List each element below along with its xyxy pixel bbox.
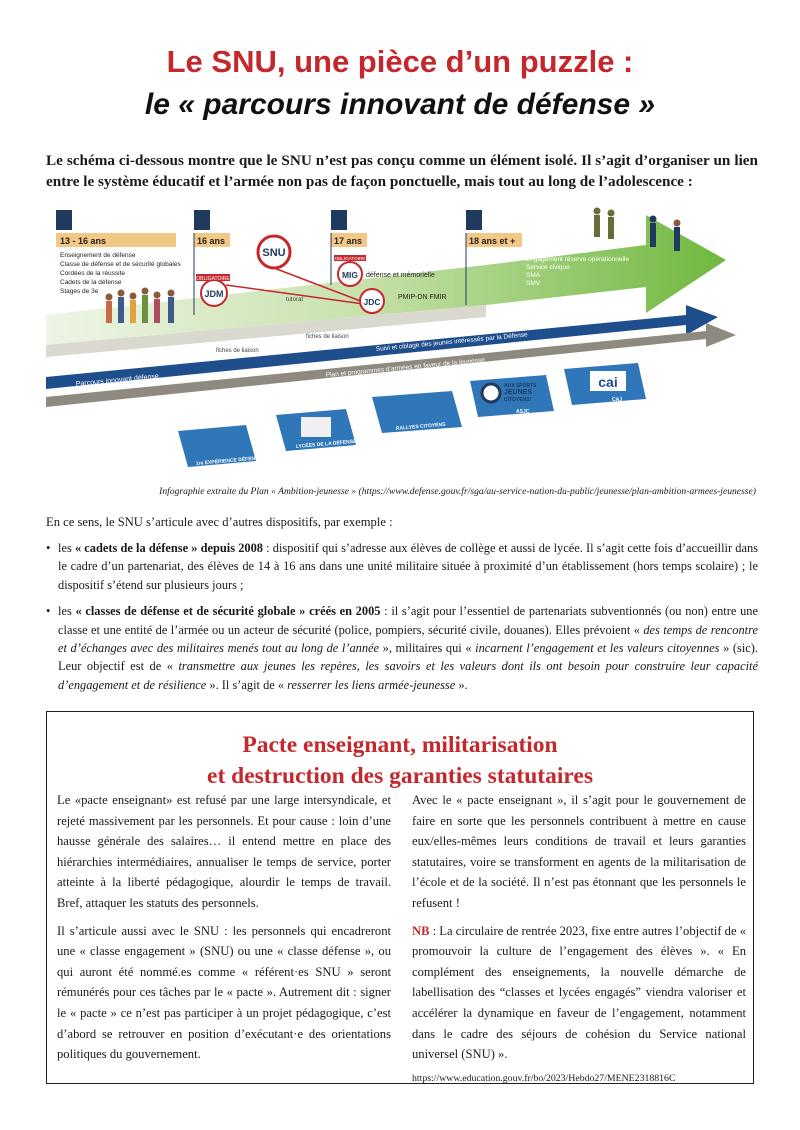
step3-item-2: Engagement réserve opérationnelle xyxy=(526,256,629,263)
asjc-logo xyxy=(482,384,500,402)
step3-item-4: SMA xyxy=(526,272,541,279)
pacte-box xyxy=(46,711,754,1084)
asjc-logo-line1: AUX SPORTS xyxy=(504,383,537,389)
tile-asjc xyxy=(470,375,554,417)
tile-1re-experience xyxy=(178,425,263,467)
bullet-classes-defense: • les « classes de défense et de sécurité globale » créés en 2005 : il s’agit pour l’essentiel de partenariats subventionnés (ou non) entre une classe et une entité de l’armée ou un acteur de sécurité (police, pompiers, sécurité civile, douanes). Elles prévoient « des temps de rencontre et d’échanges avec des militaires menés tout au long de l’année », militaires qui « incarnent l’engagement et les valeurs citoyennes » (sic). Leur objectif est de « transmettre aux jeunes les repères, les savoirs et les valeurs dont ils ont besoin pour construire leur capacité d’engagement et de résilience ». Il s’agit de « resserrer les liens armée-jeunesse ». xyxy=(46,602,758,694)
bullet-cadets-strong: « cadets de la défense » depuis 2008 xyxy=(74,541,264,555)
snu-label: SNU xyxy=(262,247,286,259)
page-subtitle: le « parcours innovant de défense » xyxy=(144,88,656,121)
infographic-credit: Infographie extraite du Plan « Ambition-jeunesse » (https://www.defense.gouv.fr/sga/au-service-nation-du-public/jeunesse/plan-ambition-armees-jeunesse) xyxy=(159,486,756,497)
box-right-column xyxy=(412,790,746,1085)
step0-item-5: Stages de 3e xyxy=(60,288,99,295)
step0-item-2: Classe de défense et de sécurité globales xyxy=(60,261,181,268)
nb-label: NB xyxy=(412,923,430,938)
asjc-logo-line2: JEUNES xyxy=(504,389,533,396)
mig-text: défense et mémorielle xyxy=(366,272,435,279)
right-paragraph-1: Avec le « pacte enseignant », il s’agit pour le gouvernement de faire en sorte que les personnels contribuent à mettre en cause eux/elles-mêmes leurs conditions de travail et leurs garanties statutaires, voire se transforment en agents de la militarisation de l’école et de la société. Il n’est pas étonnant que les personnels le refusent ! xyxy=(412,793,746,910)
tile-rallyes xyxy=(372,391,462,433)
jdm-tag: OBLIGATOIRE xyxy=(196,276,230,282)
jdm-label: JDM xyxy=(204,289,224,299)
left-paragraph-1: Le «pacte enseignant» est refusé par une large intersyndicale, et rejeté massivement par les personnels. Et pour cause : loin d’une hausse générale des salaires… il entend mettre en place des hiérarchies intermédiaires, annualiser le temps de service, porter atteinte à la liberté pédagogique, alourdir le temps de travail. Bref, attaquer les statuts des personnels. xyxy=(57,793,391,910)
tutorat-label: tutorat xyxy=(286,297,304,303)
step3-age: 18 ans et + xyxy=(469,236,516,246)
box-left-column xyxy=(57,790,391,1072)
step0-age: 13 - 16 ans xyxy=(60,236,107,246)
source-link[interactable]: https://www.education.gouv.fr/bo/2023/Hebdo27/MENE2318816C xyxy=(412,1072,676,1084)
mig-label: MIG xyxy=(341,270,359,280)
step2-number: 2 xyxy=(335,212,343,228)
step3-number: 3 xyxy=(470,212,478,228)
step1-age: 16 ans xyxy=(197,236,226,246)
asjc-logo-line3: CITOYENS! xyxy=(504,397,532,403)
tile-3-label: RALLYES CITOYENS xyxy=(395,421,446,432)
fiches-label-1: fiches de liaison xyxy=(216,348,259,354)
parcours-label: Parcours innovant défense xyxy=(75,373,160,388)
mig-tag: OBLIGATOIRE xyxy=(334,256,366,261)
fiches-label-2: fiches de liaison xyxy=(306,334,349,340)
bullet-cadets: • les « cadets de la défense » depuis 2008 : dispositif qui s’adresse aux élèves de collège et aussi de lycée. Il s’agit cette fois d’accueillir dans le cadre d’un partenariat, des élèves de 14 à 16 ans dans une unité militaire située à proximité d’un établissement (hors temps scolaire) ; le dispositif s’étend sur plusieurs jours ; xyxy=(46,539,758,594)
tile-1-label: 1re EXPÉRIENCE DÉFENSE xyxy=(195,455,263,467)
bullet-list xyxy=(46,539,758,702)
step0-number: 0 xyxy=(60,212,68,228)
step0-item-1: Enseignement de défense xyxy=(60,252,136,259)
infographic xyxy=(46,205,758,479)
step3-item-3: Service civique xyxy=(526,264,570,271)
intro-paragraph: Le schéma ci-dessous montre que le SNU n’est pas conçu comme un élément isolé. Il s’agit d’organiser un lien entre le système éducatif et l’armée non pas de façon ponctuelle, mais tout au long de l’adolescence : xyxy=(46,152,758,190)
step3-item-5: SMV xyxy=(526,280,541,287)
caj-logo: cai xyxy=(598,374,618,390)
plan-label: Plan et programmes d’armées en faveur de la jeunesse xyxy=(325,356,486,379)
tile-caj xyxy=(564,363,646,405)
page-title: Le SNU, une pièce d’un puzzle : xyxy=(166,44,634,79)
left-paragraph-2: Il s’articule aussi avec le SNU : les personnels qui encadreront une « classe engagement » (SNU) ou une « classe défense », ou qui auront été nommé.es comme « référent·es SNU » seront rémunérés pour ces tâches par le « pacte ». Autrement dit : signer le « pacte » ce n’est pas participer à un projet pédagogique, c’est d’abord se retrouver en position d’exécutant·e des orientations politiques du gouvernement. xyxy=(57,923,391,1062)
step2-age: 17 ans xyxy=(334,236,363,246)
jdc-label: JDC xyxy=(363,297,381,307)
box-title: Pacte enseignant, militarisation et destruction des garanties statutaires xyxy=(207,732,593,789)
pmip-label: PMIP-DN FMIR xyxy=(398,294,447,301)
right-paragraph-2: NB : La circulaire de rentrée 2023, fixe entre autres l’objectif de « promouvoir la culture de l’engagement des élèves ». « En complément des enseignements, la nouvelle démarche de labellisation des “classes et lycées engagés” viendra valoriser et accélérer la dynamique en faveur de l’engagement, notamment dans le cadre des séjours de cohésion du Service national universel (SNU) ». xyxy=(412,923,746,1062)
step0-item-3: Cordées de la réussite xyxy=(60,270,126,277)
tile-lycees xyxy=(276,409,357,451)
step3-item-1: Engagement armées xyxy=(526,248,587,255)
lead-sentence: En ce sens, le SNU s’articule avec d’autres dispositifs, par exemple : xyxy=(46,515,393,529)
step0-item-4: Cadets de la défense xyxy=(60,279,122,286)
step1-number: 1 xyxy=(198,212,206,228)
bullet-classes-strong: « classes de défense et de sécurité globale » créés en 2005 xyxy=(75,604,381,619)
tile-2-label: LYCÉES DE LA DÉFENSE xyxy=(295,438,357,450)
suivi-label: Suivi et ciblage des jeunes intéressés par la Défense xyxy=(375,331,528,353)
tile-4-label: ASJC xyxy=(516,409,530,415)
tile-5-label: CAJ xyxy=(612,397,623,403)
